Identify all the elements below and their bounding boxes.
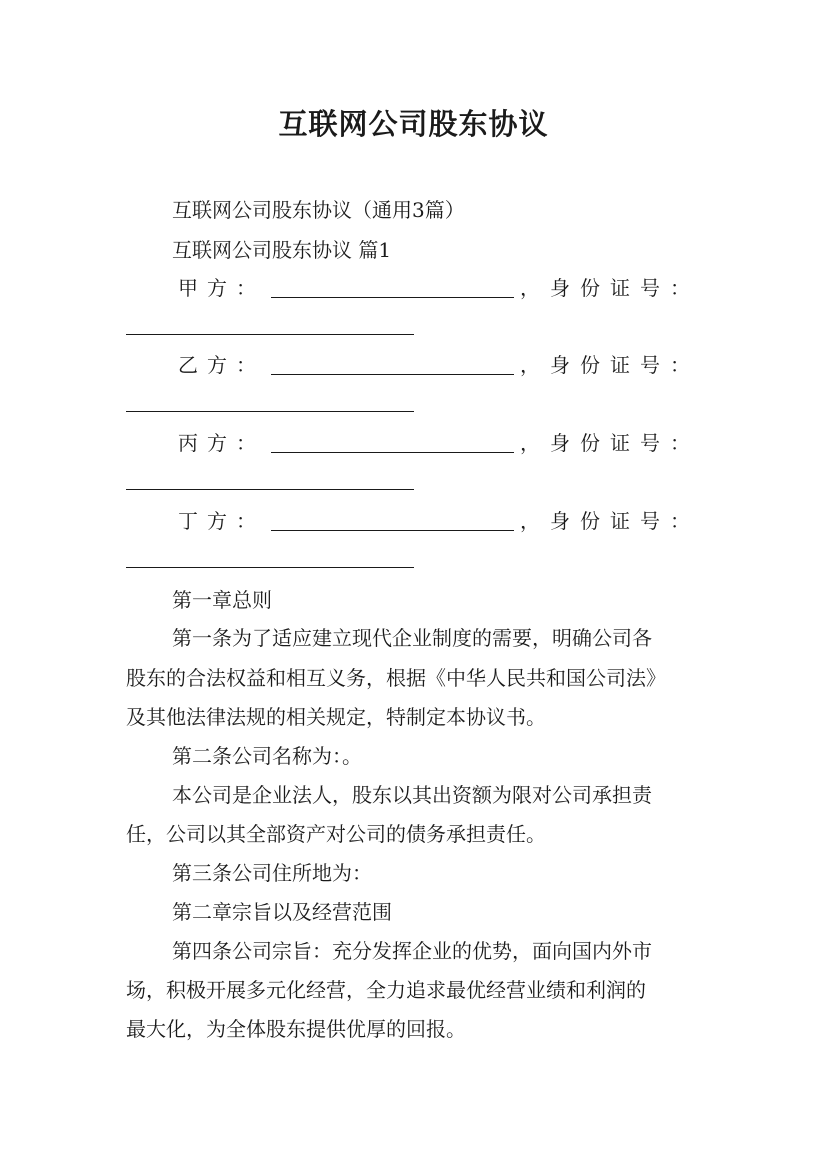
- party-line-bing: [178, 433, 700, 453]
- id-blank: [126, 393, 414, 412]
- article-3: 第三条公司住所地为：: [172, 861, 372, 885]
- article-4-line-3: 最大化，为全体股东提供优厚的回报。: [126, 1017, 466, 1041]
- name-blank: [271, 356, 514, 375]
- id-label: ，身份证号：: [520, 431, 700, 455]
- article-1-line-2: 股东的合法权益和相互义务，根据《中华人民共和国公司法》: [126, 666, 666, 690]
- id-blank: [126, 316, 414, 335]
- id-blank: [126, 549, 414, 568]
- name-blank: [271, 279, 514, 298]
- party-line-jia: [178, 278, 700, 298]
- article-2b-line-2: 任，公司以其全部资产对公司的债务承担责任。: [126, 822, 546, 846]
- party-label: 甲方：: [178, 276, 265, 300]
- party-label: 丙方：: [178, 431, 265, 455]
- id-label: ，身份证号：: [520, 353, 700, 377]
- article-1-line-3: 及其他法律法规的相关规定，特制定本协议书。: [126, 705, 546, 729]
- id-label: ，身份证号：: [520, 276, 700, 300]
- article-1-line-1: 第一条为了适应建立现代企业制度的需要，明确公司各: [172, 626, 652, 650]
- chapter-heading: 第二章宗旨以及经营范围: [172, 900, 392, 924]
- article-2b-line-1: 本公司是企业法人，股东以其出资额为限对公司承担责: [172, 783, 652, 807]
- article-4-line-1: 第四条公司宗旨：充分发挥企业的优势，面向国内外市: [172, 939, 652, 963]
- article-4-line-2: 场，积极开展多元化经营，全力追求最优经营业绩和利润的: [126, 978, 646, 1002]
- chapter-heading: 第一章总则: [172, 588, 272, 612]
- document-title: 互联网公司股东协议: [278, 107, 549, 141]
- id-blank: [126, 471, 414, 490]
- party-label: 乙方：: [178, 353, 265, 377]
- article-2: 第二条公司名称为：。: [172, 744, 362, 768]
- id-label: ，身份证号：: [520, 509, 700, 533]
- part-heading: 互联网公司股东协议 篇1: [172, 238, 392, 262]
- party-line-ding: [178, 511, 700, 531]
- name-blank: [271, 434, 514, 453]
- name-blank: [271, 512, 514, 531]
- party-label: 丁方：: [178, 509, 265, 533]
- party-line-yi: [178, 355, 700, 375]
- subtitle: 互联网公司股东协议（通用3篇）: [172, 198, 465, 222]
